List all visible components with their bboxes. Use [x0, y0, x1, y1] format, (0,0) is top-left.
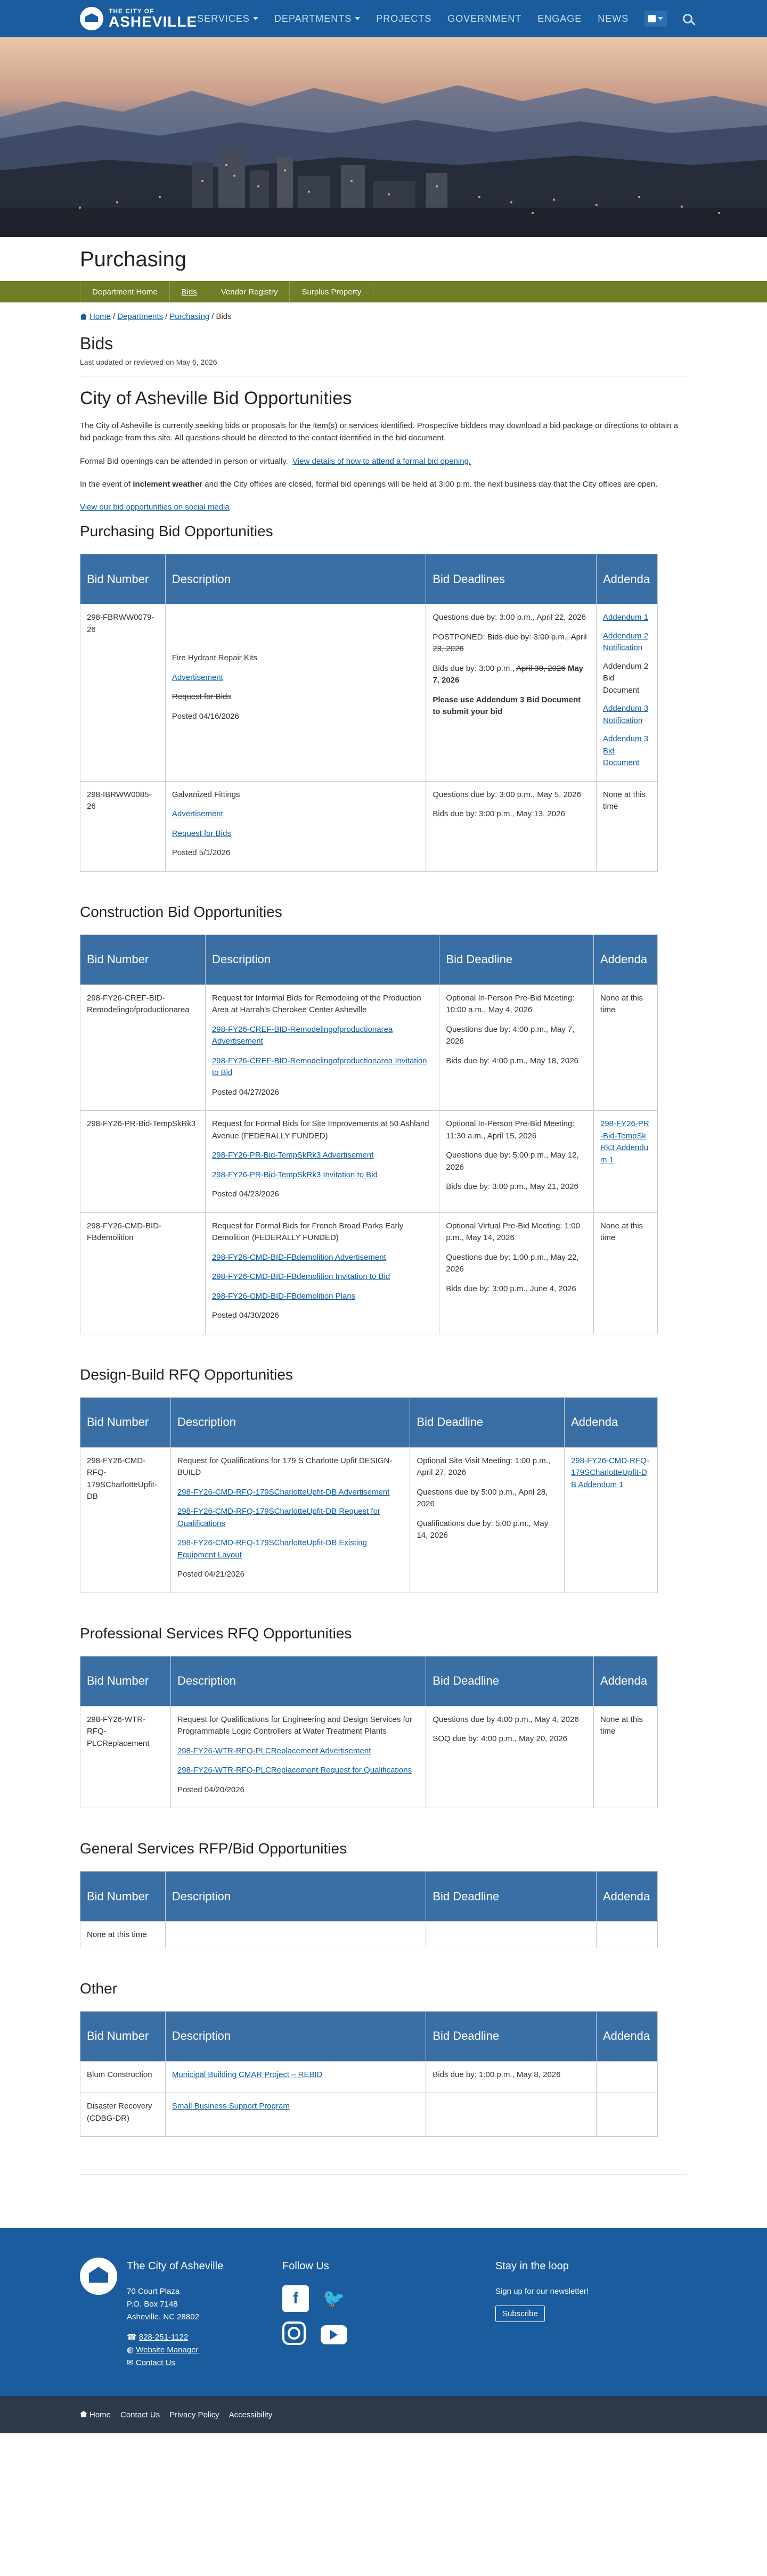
chevron-down-icon — [658, 17, 663, 20]
column-header: Bid Number — [80, 1872, 166, 1922]
purchasing-table — [80, 554, 658, 872]
translate-icon — [648, 15, 656, 22]
follow-us-heading: Follow Us — [282, 2260, 329, 2273]
addendum-link[interactable]: Addendum 3 Bid Document — [602, 734, 649, 768]
site-footer — [0, 2228, 767, 2396]
divider — [80, 2174, 687, 2175]
deadline-bids: Bids due by: 3:00 p.m., May 21, 2026 — [446, 1182, 578, 1192]
construction-heading: Construction Bid Opportunities — [80, 903, 282, 920]
top-navbar — [0, 0, 767, 37]
bid-opportunities-heading: City of Asheville Bid Opportunities — [80, 388, 352, 408]
advertisement-link[interactable]: Advertisement — [172, 672, 223, 682]
globe-icon: ◍ — [127, 2345, 136, 2355]
subscribe-button[interactable]: Subscribe — [495, 2306, 545, 2322]
bid-number: 298-FY26-PR-Bid-TempSkRk3 — [80, 1111, 206, 1213]
bid-description: Request for Qualifications for Engineering and Design Services for Programmable Logic Controllers at Water Treatment Plants — [177, 1714, 413, 1736]
other-heading: Other — [80, 1980, 118, 1997]
column-header: Addenda — [594, 934, 658, 985]
advertisement-link[interactable]: 298-FY26-WTR-RFQ-PLCReplacement Advertisement — [177, 1746, 371, 1755]
column-header: Addenda — [593, 1656, 657, 1706]
bid-number: 298-FY26-CMD-RFQ-179SCharlotteUpfit-DB — [80, 1447, 171, 1593]
footer-bottom-bar — [0, 2396, 767, 2433]
home-icon — [80, 314, 87, 320]
purchasing-heading: Purchasing Bid Opportunities — [80, 523, 273, 540]
bid-description: Fire Hydrant Repair Kits — [172, 653, 257, 663]
logo-big-text: ASHEVILLE — [109, 13, 198, 30]
home-icon — [80, 2411, 87, 2417]
request-for-bids-struck: Request for Bids — [172, 692, 231, 702]
footer-webmaster-link[interactable]: Website Manager — [136, 2345, 199, 2355]
addendum-link[interactable]: 298-FY26-PR-Bid-TempSkRk3 Addendum 1 — [600, 1119, 649, 1164]
column-header: Bid Number — [80, 1656, 171, 1706]
formal-bid-opening-link[interactable]: View details of how to attend a formal bid opening. — [292, 456, 471, 466]
advertisement-link[interactable]: 298-FY26-PR-Bid-TempSkRk3 Advertisement — [211, 1151, 374, 1160]
bid-description: Request for Qualifications for 179 S Charlotte Upfit DESIGN-BUILD — [177, 1456, 393, 1478]
deadline-questions: Questions due by: 5:00 p.m., May 12, 2026 — [446, 1151, 579, 1172]
footer-address-line: P.O. Box 7148 — [127, 2300, 178, 2309]
project-link[interactable]: Small Business Support Program — [172, 2102, 290, 2111]
footer-org-name: The City of Asheville — [127, 2260, 224, 2273]
deadline-note: Please use Addendum 3 Bid Document to submit your bid — [433, 695, 581, 717]
column-header: Bid Deadlines — [426, 554, 597, 604]
deadline-bids: Bids due by: 3:00 p.m., May 13, 2026 — [433, 809, 565, 819]
bottom-contact-link[interactable]: Contact Us — [120, 2410, 160, 2419]
nav-services[interactable]: SERVICES — [197, 13, 258, 24]
envelope-icon: ✉ — [127, 2358, 136, 2368]
breadcrumb — [80, 312, 687, 321]
column-header: Bid Number — [80, 554, 166, 604]
column-header: Description — [170, 1656, 426, 1706]
addendum-link[interactable]: Addendum 3 Notification — [602, 704, 649, 725]
other-table — [80, 2011, 658, 2137]
professional-services-heading: Professional Services RFQ Opportunities — [80, 1625, 352, 1642]
advertisement-link[interactable]: 298-FY26-CMD-RFQ-179SCharlotteUpfit-DB Advertisement — [177, 1487, 390, 1497]
posted-date: Posted 04/20/2026 — [177, 1785, 244, 1794]
bids-heading: Bids — [80, 334, 113, 353]
column-header: Bid Number — [80, 2011, 166, 2061]
deadline-postponed: POSTPONED: Bids due by: 3:00 p.m., April 23, 2026 — [433, 632, 587, 654]
table-row — [80, 781, 658, 871]
breadcrumb-separator: / — [211, 312, 214, 321]
column-header: Addenda — [596, 554, 657, 604]
nav-news[interactable]: NEWS — [598, 13, 629, 24]
column-header: Addenda — [596, 1872, 657, 1922]
column-header: Bid Number — [80, 934, 206, 985]
column-header: Bid Deadline — [426, 1872, 597, 1922]
facebook-icon[interactable]: f — [282, 2285, 309, 2312]
table-row — [80, 2061, 658, 2093]
newsletter-text: Sign up for our newsletter! — [495, 2287, 589, 2296]
page-title: Purchasing — [80, 248, 187, 271]
footer-address-line: 70 Court Plaza — [127, 2287, 180, 2296]
posted-date: Posted 04/16/2026 — [172, 711, 239, 721]
subnav-department-home[interactable]: Department Home — [80, 281, 169, 302]
logo-small-text: THE CITY OF — [109, 7, 154, 15]
column-header: Description — [165, 1872, 426, 1922]
request-for-bids-link[interactable]: Request for Bids — [172, 828, 231, 838]
column-header: Bid Deadline — [410, 1397, 565, 1447]
deadline-bids: Bids due by: 1:00 p.m., May 8, 2026 — [426, 2061, 597, 2093]
deadline-site-visit: Optional Site Visit Meeting: 1:00 p.m., April 27, 2026 — [417, 1456, 551, 1478]
deadline-questions: Questions due by: 4:00 p.m., May 7, 2026 — [446, 1024, 575, 1046]
bid-description: Request for Formal Bids for French Broad Parks Early Demolition (FEDERALLY FUNDED) — [211, 1221, 404, 1243]
equipment-layout-link[interactable]: 298-FY26-CMD-RFQ-179SCharlotteUpfit-DB Existing Equipment Layout — [177, 1538, 367, 1560]
last-updated: Last updated or reviewed on May 6, 2026 — [80, 358, 217, 366]
column-header: Addenda — [565, 1397, 658, 1447]
addendum-text: Addendum 2 Bid Document — [602, 661, 649, 695]
addenda-none: None at this time — [593, 1706, 657, 1808]
bid-number: 298-FY26-CREF-BID-Remodelingofproductionarea — [80, 985, 206, 1111]
column-header: Addenda — [596, 2011, 657, 2061]
column-header: Bid Deadline — [439, 934, 594, 985]
footer-contact-link[interactable]: Contact Us — [135, 2358, 175, 2368]
deadline-bids — [426, 2093, 597, 2137]
twitter-icon[interactable]: 🐦 — [322, 2288, 346, 2309]
posted-date: Posted 04/23/2026 — [211, 1189, 279, 1199]
bid-description: Request for Informal Bids for Remodeling of the Production Area at Harrah's Cherokee Center Asheville — [211, 993, 421, 1015]
deadline-questions: Questions due by: 1:00 p.m., May 22, 2026 — [446, 1252, 579, 1274]
table-row — [80, 1706, 658, 1808]
hero-image — [0, 37, 767, 237]
bid-number: Blum Construction — [80, 2061, 166, 2093]
design-build-table — [80, 1397, 658, 1593]
deadline-questions: Questions due by: 3:00 p.m., April 22, 2026 — [433, 613, 586, 622]
bid-number: 298-FY26-WTR-RFQ-PLCReplacement — [80, 1706, 171, 1808]
addendum-link[interactable]: 298-FY26-CMD-RFQ-179SCharlotteUpfit-DB Addendum 1 — [571, 1456, 649, 1489]
posted-date: Posted 04/27/2026 — [211, 1087, 279, 1097]
bid-number: 298-IBRWW0085-26 — [80, 781, 166, 871]
weather-text: In the event of inclement weather and the City offices are closed, formal bid openings will be held at 3:00 p.m. the next business day that the City offices are open. — [80, 479, 658, 489]
posted-date: Posted 5/1/2026 — [172, 848, 231, 858]
bid-number: Disaster Recovery (CDBG-DR) — [80, 2093, 166, 2137]
newsletter-heading: Stay in the loop — [495, 2260, 569, 2273]
plans-link[interactable]: 298-FY26-CMD-BID-FBdemolition Plans — [211, 1291, 356, 1301]
breadcrumb-current: Bids — [216, 312, 232, 321]
addendum-link[interactable]: Addendum 1 — [602, 613, 649, 622]
column-header: Bid Deadline — [426, 2011, 597, 2061]
bid-number: 298-FY26-CMD-BID-FBdemolition — [80, 1212, 206, 1334]
deadline-bids: Bids due by: 4:00 p.m., May 18, 2026 — [446, 1056, 578, 1065]
bottom-accessibility-link[interactable]: Accessibility — [229, 2410, 273, 2419]
deadline-questions: Questions due by 5:00 p.m., April 28, 2026 — [417, 1487, 548, 1509]
table-row — [80, 985, 658, 1111]
general-services-heading: General Services RFP/Bid Opportunities — [80, 1840, 347, 1857]
breadcrumb-purchasing[interactable]: Purchasing — [169, 312, 210, 321]
department-subnav — [0, 281, 767, 302]
column-header: Description — [165, 554, 426, 604]
column-header: Bid Number — [80, 1397, 171, 1447]
nav-government[interactable]: GOVERNMENT — [447, 13, 522, 24]
addenda-none: None at this time — [594, 1212, 658, 1334]
design-build-heading: Design-Build RFQ Opportunities — [80, 1366, 293, 1383]
general-services-table — [80, 1871, 658, 1948]
city-logo[interactable] — [80, 7, 197, 30]
deadline-prebid: Optional In-Person Pre-Bid Meeting: 10:00 a.m., May 4, 2026 — [446, 993, 575, 1015]
table-row — [80, 604, 658, 782]
nav-departments[interactable]: DEPARTMENTS — [274, 13, 360, 24]
city-seal-icon — [80, 7, 103, 30]
column-header: Description — [170, 1397, 410, 1447]
breadcrumb-departments[interactable]: Departments — [117, 312, 164, 321]
table-row — [80, 1922, 658, 1948]
column-header: Description — [165, 2011, 426, 2061]
nav-engage[interactable]: ENGAGE — [537, 13, 582, 24]
rfq-link[interactable]: 298-FY26-CMD-RFQ-179SCharlotteUpfit-DB Request for Qualifications — [177, 1507, 380, 1528]
bottom-home-link[interactable]: Home — [80, 2410, 111, 2419]
advertisement-link[interactable]: Advertisement — [172, 809, 223, 819]
posted-date: Posted 04/21/2026 — [177, 1570, 244, 1579]
social-media-link[interactable]: View our bid opportunities on social media — [80, 503, 230, 512]
subnav-bids[interactable]: Bids — [169, 281, 209, 302]
subnav-vendor-registry[interactable]: Vendor Registry — [209, 281, 290, 302]
deadline-bids: Bids due by: 3:00 p.m., June 4, 2026 — [446, 1284, 576, 1293]
translate-button[interactable] — [644, 11, 667, 27]
bid-number: 298-FBRWW0079-26 — [80, 604, 166, 782]
addenda-none: None at this time — [594, 985, 658, 1111]
nav-projects[interactable]: PROJECTS — [376, 13, 432, 24]
deadline-questions: Questions due by 4:00 p.m., May 4, 2026 — [433, 1714, 579, 1724]
column-header: Bid Deadline — [426, 1656, 594, 1706]
invitation-to-bid-link[interactable]: 298-FY26-CMD-BID-FBdemolition Invitation to Bid — [211, 1272, 390, 1282]
chevron-down-icon — [355, 17, 360, 20]
city-skyline-illustration — [0, 37, 767, 237]
footer-phone-link[interactable]: 828-251-1122 — [138, 2333, 189, 2342]
deadline-bids: Bids due by: 3:00 p.m., April 30, 2026 May 7, 2026 — [433, 663, 584, 685]
deadline-questions: Questions due by: 3:00 p.m., May 5, 2026 — [433, 790, 581, 799]
breadcrumb-separator: / — [113, 312, 116, 321]
phone-icon: ☎ — [127, 2333, 139, 2342]
formal-bid-text: Formal Bid openings can be attended in person or virtually. View details of how to attend a formal bid opening. — [80, 456, 471, 466]
professional-services-table — [80, 1656, 658, 1809]
table-row — [80, 1212, 658, 1334]
table-row — [80, 1447, 658, 1593]
breadcrumb-separator: / — [165, 312, 168, 321]
instagram-icon[interactable] — [282, 2321, 306, 2345]
construction-table — [80, 934, 658, 1334]
deadline-soq: SOQ due by: 4:00 p.m., May 20, 2026 — [433, 1734, 567, 1744]
invitation-to-bid-link[interactable]: 298-FY26-PR-Bid-TempSkRk3 Invitation to Bid — [211, 1170, 378, 1179]
table-row — [80, 2093, 658, 2137]
bid-number: None at this time — [80, 1922, 166, 1948]
bottom-privacy-link[interactable]: Privacy Policy — [169, 2410, 219, 2419]
invitation-to-bid-link[interactable]: 298-FY26-CREF-BID-Remodelingofproductionarea Invitation to Bid — [211, 1056, 427, 1078]
deadline-qualifications: Qualifications due by: 5:00 p.m., May 14, 2026 — [417, 1519, 549, 1540]
addendum-link[interactable]: Addendum 2 Notification — [602, 631, 649, 653]
subnav-surplus-property[interactable]: Surplus Property — [289, 281, 373, 302]
addenda-none: None at this time — [596, 781, 657, 871]
youtube-icon[interactable] — [321, 2325, 347, 2344]
advertisement-link[interactable]: 298-FY26-CREF-BID-Remodelingofproductionarea Advertisement — [211, 1024, 393, 1046]
advertisement-link[interactable]: 298-FY26-CMD-BID-FBdemolition Advertisement — [211, 1252, 386, 1262]
city-seal-icon — [80, 2258, 117, 2295]
bid-description: Galvanized Fittings — [172, 790, 240, 799]
project-link[interactable]: Municipal Building CMAR Project – REBID — [172, 2070, 323, 2079]
bid-description: Request for Formal Bids for Site Improvements at 50 Ashland Avenue (FEDERALLY FUNDED) — [211, 1119, 429, 1141]
search-icon[interactable] — [683, 14, 692, 23]
table-row — [80, 1111, 658, 1213]
column-header: Description — [205, 934, 439, 985]
deadline-prebid: Optional Virtual Pre-Bid Meeting: 1:00 p.m., May 14, 2026 — [446, 1221, 580, 1243]
footer-address-line: Asheville, NC 28802 — [127, 2312, 199, 2322]
deadline-prebid: Optional In-Person Pre-Bid Meeting: 11:30 a.m., April 15, 2026 — [446, 1119, 575, 1141]
chevron-down-icon — [253, 17, 258, 20]
posted-date: Posted 04/30/2026 — [211, 1311, 279, 1320]
breadcrumb-home[interactable]: Home — [89, 312, 111, 321]
rfq-link[interactable]: 298-FY26-WTR-RFQ-PLCReplacement Request for Qualifications — [177, 1766, 412, 1775]
intro-text: The City of Asheville is currently seeking bids or proposals for the item(s) or services identified. Prospective bidders may download a bid package or directions to obtain a bid package from this site. All questions should be directed to the contact identified in the bid document. — [80, 421, 679, 443]
